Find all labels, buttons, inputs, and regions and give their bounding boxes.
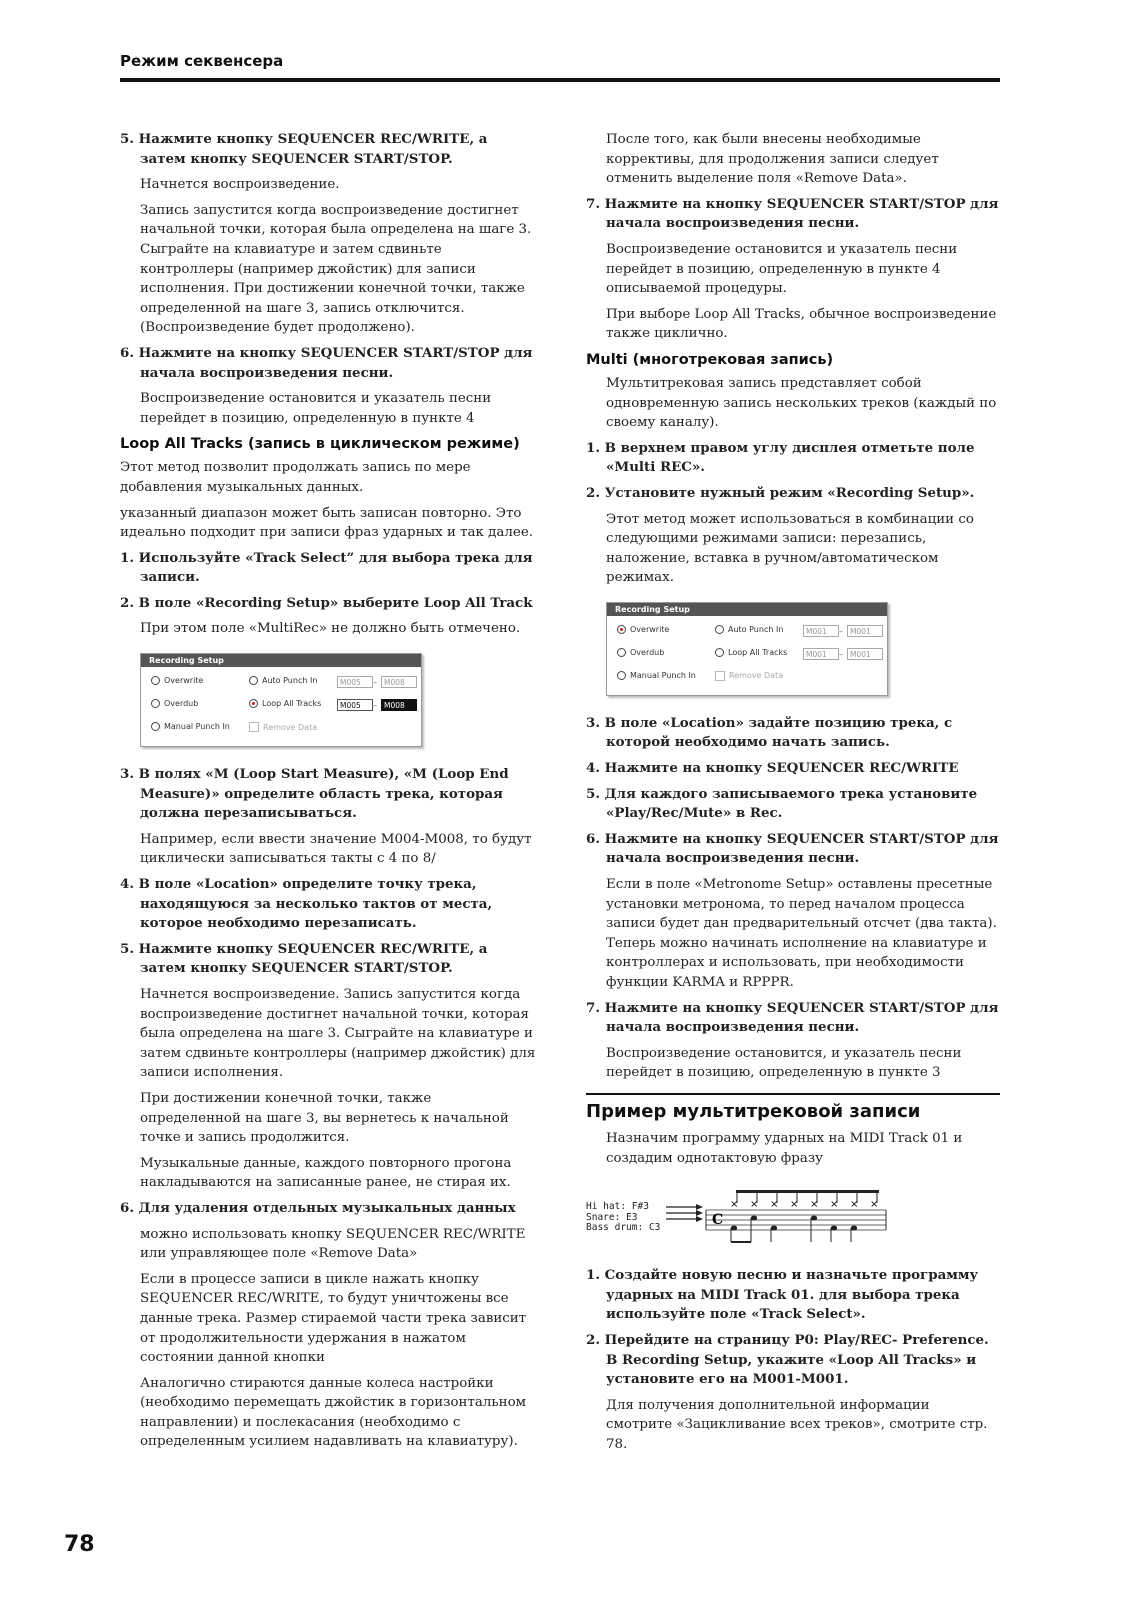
radio-auto[interactable] [715, 625, 783, 634]
drum-label: Snare: E3 [586, 1211, 638, 1223]
paragraph: При этом поле «MultiRec» не должно быть отмечено. [140, 621, 521, 637]
radio-overwrite[interactable] [617, 625, 669, 634]
paragraph: можно использовать кнопку SEQUENCER REC/WRITE или управляющее поле «Remove Data» [140, 1226, 526, 1262]
step-instruction: 5. Нажмите кнопку SEQUENCER REC/WRITE, а затем кнопку SEQUENCER START/STOP. [120, 940, 488, 977]
radio-circle-icon [715, 625, 724, 634]
radio-label: Overwrite [164, 676, 204, 686]
bass-note-icon [731, 1226, 737, 1231]
left-column [120, 130, 536, 1458]
range-dash: – [839, 626, 843, 636]
radio-label: Manual Punch In [630, 670, 696, 680]
hihat-note-icon: × [810, 1199, 819, 1211]
measure-field-loop-from[interactable]: M005 [337, 699, 373, 711]
radio-label: Auto Punch In [262, 676, 318, 686]
paragraph: При выборе Loop All Tracks, обычное воспроизведение также циклично. [606, 306, 997, 342]
right-column [586, 130, 1000, 1461]
hihat-note-icon: × [870, 1199, 879, 1211]
measure-field-auto-to[interactable]: M001 [847, 625, 883, 637]
hihat-note-icon: × [790, 1199, 799, 1211]
checkbox-icon [715, 671, 725, 681]
paragraph: Если в процессе записи в цикле нажать кнопку SEQUENCER REC/WRITE, то будут уничтожены все данные трека. Размер стираемой части трека зависит от продолжительности удержания в нажатом состоянии данной кнопки [140, 1271, 527, 1366]
checkbox-icon [249, 722, 259, 732]
radio-manual[interactable] [617, 671, 696, 680]
panel-title: Recording Setup [607, 603, 887, 616]
drum-label: Hi hat: F#3 [586, 1201, 649, 1213]
radio-circle-icon [249, 699, 258, 708]
paragraph: Мультитрековая запись представляет собой одновременную запись нескольких треков (каждый по своему каналу). [606, 375, 997, 431]
paragraph: указанный диапазон может быть записан повторно. Это идеально подходит при записи фраз ударных и так далее. [120, 505, 533, 541]
radio-circle-icon [249, 676, 258, 685]
drum-staff [666, 1180, 986, 1250]
paragraph: Если в поле «Metronome Setup» оставлены пресетные установки метронома, то перед началом процесса записи будет дан предварительный отсчет (два такта). Теперь можно начинать исполнение на клавиатуре и контроллерах и использовать, при необходимости функции KARMA и RPPPR. [606, 877, 997, 990]
hihat-note-icon: × [730, 1199, 739, 1211]
subsection-heading: Multi (многотрековая запись) [586, 351, 834, 368]
range-dash: – [839, 649, 843, 659]
range-dash: – [373, 701, 377, 711]
step-instruction: 7. Нажмите на кнопку SEQUENCER START/STOP для начала воспроизведения песни. [586, 999, 999, 1036]
radio-circle-icon [617, 648, 626, 657]
step-instruction: 4. В поле «Location» определите точку трека, находящуюся за несколько тактов от места, которое необходимо перезаписать. [120, 876, 493, 932]
step-instruction: 4. Нажмите на кнопку SEQUENCER REC/WRITE [586, 760, 959, 777]
paragraph: После того, как были внесены необходимые коррективы, для продолжения записи следует отменить выделение поля «Remove Data». [606, 132, 939, 187]
paragraph: Музыкальные данные, каждого повторного прогона накладываются на записанные ранее, не стирая их. [140, 1155, 512, 1191]
radio-label: Auto Punch In [728, 624, 784, 634]
step-instruction: 6. Для удаления отдельных музыкальных данных [120, 1199, 516, 1216]
paragraph: Этот метод может использоваться в комбинации со следующими режимами записи: перезапись, наложение, вставка в ручном/автоматическом режимах. [606, 511, 974, 586]
paragraph: Начнется воспроизведение. Запись запустится когда воспроизведение достигнет начальной точки, которая была определена на шаге 3. Сыграйте на клавиатуре и затем сдвиньте контроллеры (например джойстик) для записи исполнения. [140, 987, 536, 1081]
radio-label: Manual Punch In [164, 722, 230, 732]
paragraph: Воспроизведение остановится и указатель песни перейдет в позицию, определенную в пункте 4 [140, 391, 492, 426]
section-heading: Пример мультитрековой записи [586, 1093, 1000, 1123]
step-instruction: 5. Для каждого записываемого трека установите «Play/Rec/Mute» в Rec. [586, 785, 978, 822]
measure-field-auto-from[interactable]: M005 [337, 676, 373, 688]
recording-setup-panel [606, 602, 888, 696]
checkbox-label: Remove Data [729, 671, 784, 681]
step-instruction: 3. В полях «M (Loop Start Measure), «M (Loop End Measure)» определите область трека, которая должна перезаписываться. [120, 766, 509, 822]
measure-field-auto-from[interactable]: M001 [803, 625, 839, 637]
step-instruction: 2. Перейдите на страницу P0: Play/REC- Preference. В Recording Setup, укажите «Loop All Tracks» и установите его на M001-M001. [586, 1331, 989, 1388]
drum-notation [586, 1180, 1000, 1250]
snare-note-icon [811, 1216, 817, 1221]
radio-overdub[interactable] [151, 699, 198, 708]
step-instruction: 1. Создайте новую песню и назначьте программу ударных на MIDI Track 01. для выбора трека используйте поле «Track Select». [586, 1267, 979, 1323]
step-instruction: 7. Нажмите на кнопку SEQUENCER START/STOP для начала воспроизведения песни. [586, 195, 999, 232]
beam [736, 1190, 879, 1193]
bass-note-icon [831, 1226, 837, 1231]
drum-labels [586, 1202, 660, 1234]
step-instruction: 1. В верхнем правом углу дисплея отметьте поле «Multi REC». [586, 439, 975, 476]
measure-field-loop-from[interactable]: M001 [803, 648, 839, 660]
step-instruction: 2. Установите нужный режим «Recording Setup». [586, 484, 975, 501]
recording-setup-panel [140, 653, 422, 747]
radio-circle-icon [617, 625, 626, 634]
radio-overdub[interactable] [617, 648, 664, 657]
radio-label: Loop All Tracks [262, 699, 322, 709]
checkbox-remove-data[interactable] [249, 722, 317, 732]
step-instruction: 5. Нажмите кнопку SEQUENCER REC/WRITE, а затем кнопку SEQUENCER START/STOP. [120, 131, 488, 167]
checkbox-label: Remove Data [263, 722, 318, 732]
radio-auto[interactable] [249, 676, 317, 685]
bass-note-icon [771, 1226, 777, 1231]
step-instruction: 3. В поле «Location» задайте позицию трека, с которой необходимо начать запись. [586, 714, 953, 751]
snare-note-icon [751, 1216, 757, 1221]
paragraph: Этот метод позволит продолжать запись по мере добавления музыкальных данных. [120, 460, 471, 495]
hihat-note-icon: × [770, 1199, 779, 1211]
arrow-head-icon [696, 1216, 703, 1222]
step-instruction: 2. В поле «Recording Setup» выберите Loop All Track [120, 594, 533, 611]
header-rule [120, 78, 1000, 82]
step-instruction: 6. Нажмите на кнопку SEQUENCER START/STOP для начала воспроизведения песни. [586, 830, 999, 867]
radio-circle-icon [715, 648, 724, 657]
subsection-heading: Loop All Tracks (запись в циклическом режиме) [120, 436, 520, 453]
radio-circle-icon [617, 671, 626, 680]
radio-loop[interactable] [715, 648, 787, 657]
radio-circle-icon [151, 676, 160, 685]
radio-circle-icon [151, 699, 160, 708]
hihat-note-icon: × [850, 1199, 859, 1211]
radio-loop[interactable] [249, 699, 321, 708]
measure-field-loop-to[interactable]: M001 [847, 648, 883, 660]
arrow-head-icon [696, 1204, 703, 1210]
time-signature: C [712, 1212, 724, 1229]
paragraph: Запись запустится когда воспроизведение достигнет начальной точки, которая была определена на шаге 3. Сыграйте на клавиатуре и затем сдвиньте контроллеры (например джойстик) для записи исполнения. При достижении конечной точки, также определенной на шаге 3, запись отключится. (Воспроизведение будет продолжено). [140, 202, 532, 336]
paragraph: Воспроизведение остановится и указатель песни перейдет в позицию, определенную в пункте 4 описываемой процедуры. [606, 241, 958, 297]
paragraph: Для получения дополнительной информации смотрите «Зацикливание всех треков», смотрите стр. 78. [606, 1397, 988, 1452]
radio-manual[interactable] [151, 722, 230, 731]
radio-label: Loop All Tracks [728, 647, 788, 657]
range-dash: – [373, 678, 377, 688]
arrow-head-icon [696, 1210, 703, 1216]
measure-field-auto-to[interactable]: M008 [381, 676, 417, 688]
section-header: Режим секвенсера [120, 52, 284, 70]
hihat-note-icon: × [830, 1199, 839, 1211]
page-number: 78 [64, 1532, 95, 1557]
radio-label: Overwrite [630, 624, 670, 634]
bass-note-icon [851, 1226, 857, 1231]
paragraph: Назначим программу ударных на MIDI Track 01 и создадим однотактовую фразу [606, 1130, 963, 1166]
panel-title: Recording Setup [141, 654, 421, 667]
radio-label: Overdub [630, 647, 665, 657]
drum-label: Bass drum: C3 [586, 1222, 661, 1234]
paragraph: Воспроизведение остановится, и указатель песни перейдет в позицию, определенную в пункте 3 [606, 1045, 962, 1081]
paragraph: Начнется воспроизведение. [140, 177, 340, 193]
radio-overwrite[interactable] [151, 676, 203, 685]
measure-field-loop-to[interactable]: M008 [381, 699, 417, 711]
checkbox-remove-data[interactable] [715, 671, 783, 681]
radio-circle-icon [151, 722, 160, 731]
radio-label: Overdub [164, 699, 199, 709]
paragraph: При достижении конечной точки, также определенной на шаге 3, вы вернетесь к начальной точке и запись продолжится. [140, 1090, 509, 1146]
paragraph: Например, если ввести значение M004-M008, то будут циклически записываться такты с 4 по 8/ [140, 831, 532, 867]
step-instruction: 6. Нажмите на кнопку SEQUENCER START/STOP для начала воспроизведения песни. [120, 344, 533, 381]
paragraph: Аналогично стираются данные колеса настройки (необходимо перемещать джойстик в горизонтальном направлении) и послекасания (необходимо с определенным усилием надавливать на клавиатуру). [140, 1375, 527, 1450]
hihat-note-icon: × [750, 1199, 759, 1211]
step-instruction: 1. Используйте «Track Select” для выбора трека для записи. [120, 549, 533, 586]
